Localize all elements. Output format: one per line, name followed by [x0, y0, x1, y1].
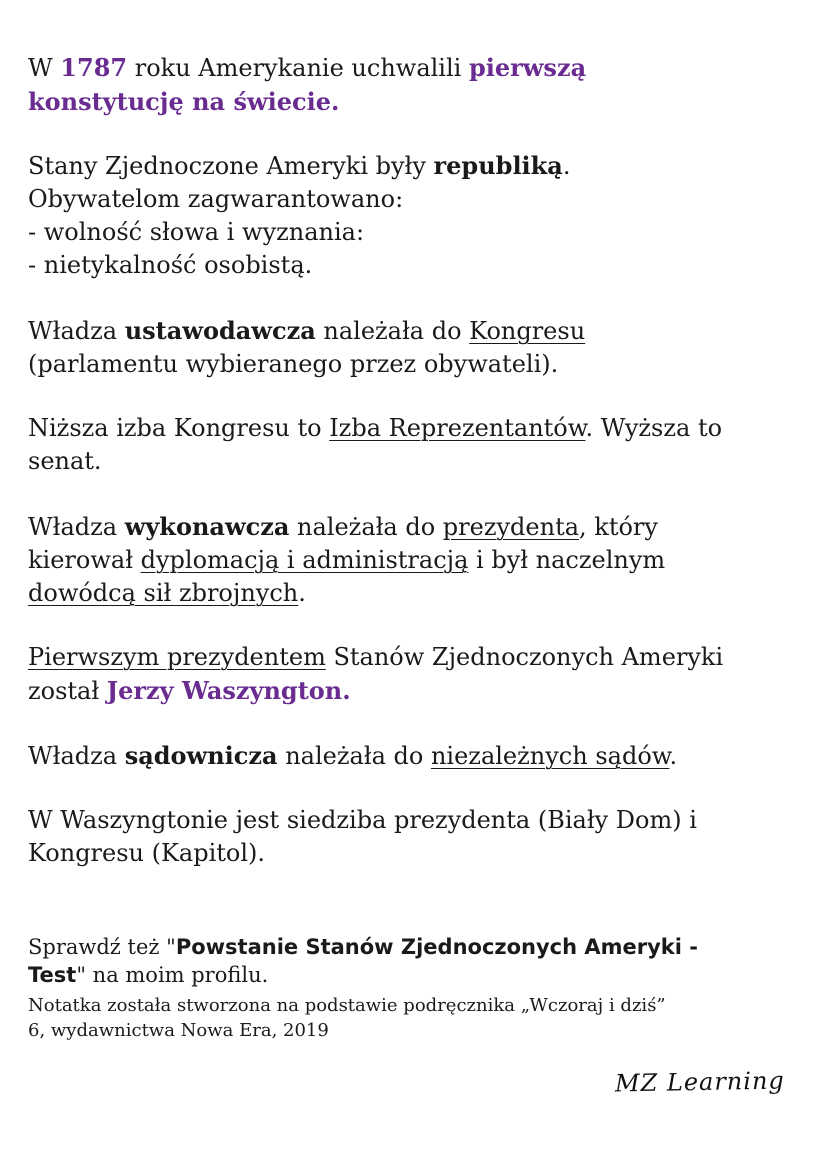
line: Test" na moim profilu. [28, 963, 269, 987]
line: Notatka została stworzona na podstawie podręcznika „Wczoraj i dziś” [28, 995, 666, 1016]
line: W 1787 roku Amerykanie uchwalili pierwszą [28, 53, 587, 82]
line: Władza wykonawcza należała do prezydenta, który [28, 512, 658, 541]
paragraph-chambers [28, 412, 808, 478]
underline-president: prezydenta [442, 513, 580, 541]
line: został Jerzy Waszyngton. [28, 676, 351, 705]
bold-test-word: Test [28, 963, 77, 987]
bold-executive: wykonawcza [124, 512, 290, 541]
line: Obywatelom zagwarantowano: [28, 185, 404, 213]
underline-house: Izba Reprezentantów [329, 414, 586, 442]
line: senat. [28, 447, 102, 475]
line: kierował dyplomacją i administracją i był naczelnym [28, 546, 666, 574]
bold-republic: republiką [433, 151, 563, 180]
line: Kongresu (Kapitol). [28, 839, 266, 867]
list-item: - wolność słowa i wyznania: [28, 218, 365, 246]
paragraph-legislative [28, 314, 808, 381]
line: Sprawdź też "Powstanie Stanów Zjednoczonych Ameryki - [28, 935, 699, 959]
paragraph-first-president [28, 641, 808, 708]
line: (parlamentu wybieranego przez obywateli). [28, 350, 559, 378]
paragraph-constitution [28, 51, 808, 118]
line: Stany Zjednoczone Ameryki były republiką. [28, 151, 571, 180]
bold-test-title: Powstanie Stanów Zjednoczonych Ameryki - [175, 935, 699, 959]
line: 6, wydawnictwa Nowa Era, 2019 [28, 1020, 329, 1041]
line: W Waszyngtonie jest siedziba prezydenta (Biały Dom) i [28, 806, 697, 834]
underline-first-president: Pierwszym prezydentem [28, 643, 326, 671]
highlight-constitution: konstytucję na świecie. [28, 87, 340, 116]
highlight-washington: Jerzy Waszyngton. [106, 676, 351, 705]
line: dowódcą sił zbrojnych. [28, 579, 306, 607]
signature-logo: MZ Learning [614, 1066, 785, 1098]
footer-profile-note [28, 933, 808, 989]
underline-courts: niezależnych sądów [430, 742, 670, 770]
line: Pierwszym prezydentem Stanów Zjednoczonych Ameryki [28, 643, 724, 671]
paragraph-executive [28, 510, 808, 610]
underline-diplomacy: dyplomacją i administracją [140, 546, 469, 574]
highlight-year: 1787 [60, 53, 128, 82]
footer-source-note [28, 993, 808, 1043]
underline-commander: dowódcą sił zbrojnych [28, 579, 299, 607]
bold-legislative: ustawodawcza [124, 316, 316, 345]
highlight-first: pierwszą [468, 53, 587, 82]
line: Władza sądownicza należała do niezależnych sądów. [28, 741, 678, 770]
underline-congress: Kongresu [469, 317, 586, 345]
line: Władza ustawodawcza należała do Kongresu [28, 316, 586, 345]
paragraph-washington-seat [28, 804, 808, 870]
bold-judicial: sądownicza [124, 741, 278, 770]
paragraph-republic [28, 149, 808, 282]
paragraph-judicial [28, 739, 808, 773]
line: Niższa izba Kongresu to Izba Reprezentantów. Wyższa to [28, 414, 723, 442]
list-item: - nietykalność osobistą. [28, 251, 313, 279]
